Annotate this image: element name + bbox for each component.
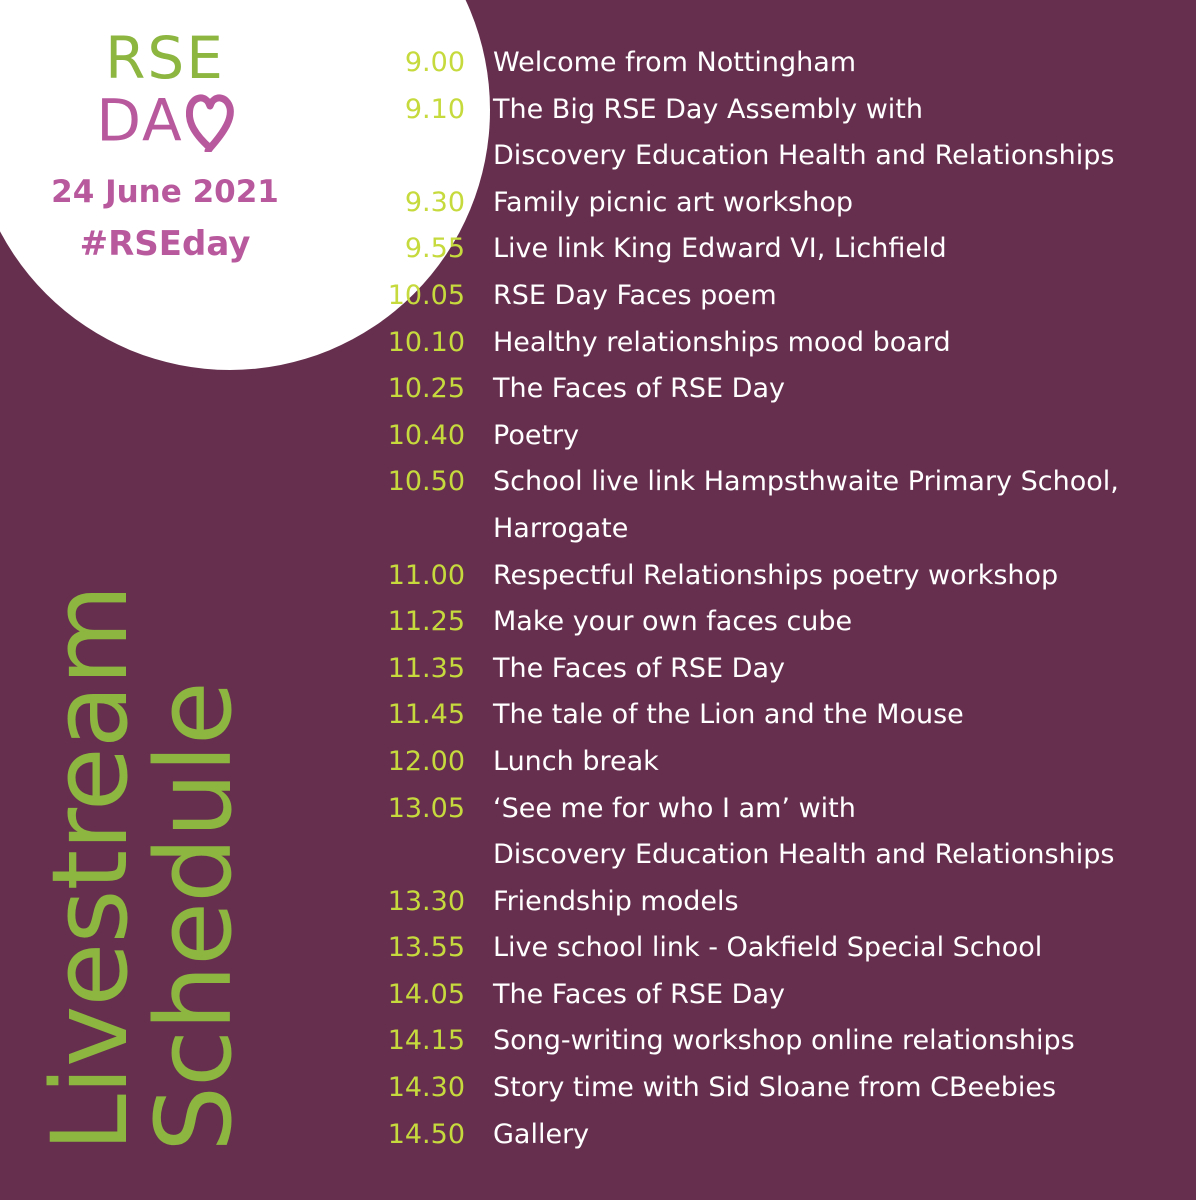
schedule-time: 9.10: [404, 93, 465, 125]
schedule-row: [360, 87, 1180, 180]
schedule-title: [493, 553, 1058, 600]
heart-icon: [186, 90, 234, 152]
schedule-row: [360, 226, 1180, 273]
schedule-time: 14.50: [387, 1118, 465, 1150]
schedule-time: 11.00: [387, 559, 465, 591]
logo-day-row: [0, 86, 330, 155]
schedule-title: [493, 1018, 1075, 1065]
schedule-time: 10.10: [387, 326, 465, 358]
schedule-title: [493, 925, 1042, 972]
schedule-title: [493, 692, 964, 739]
schedule-row: [360, 413, 1180, 460]
schedule-row: [360, 879, 1180, 926]
schedule-row: [360, 459, 1180, 552]
schedule-title: [493, 180, 853, 227]
schedule-title-line: Make your own faces cube: [493, 606, 853, 638]
livestream-schedule-title: [29, 532, 255, 1152]
schedule-title: [493, 739, 659, 786]
schedule-row: [360, 925, 1180, 972]
schedule-title-line: Discovery Education Health and Relationships: [493, 140, 1115, 172]
schedule-title-line: Welcome from Nottingham: [493, 47, 857, 78]
schedule-time: 9.30: [404, 186, 465, 218]
logo-rse-text: RSE: [105, 24, 225, 92]
schedule-title: [493, 413, 579, 460]
schedule-title: [493, 40, 856, 87]
schedule-row: [360, 1112, 1180, 1159]
schedule-time: 14.15: [387, 1025, 465, 1057]
schedule-title-line: Discovery Education Health and Relationships: [493, 839, 1115, 871]
schedule-row: [360, 1065, 1180, 1112]
schedule-time: 10.40: [387, 419, 465, 451]
schedule-row: [360, 180, 1180, 227]
schedule-title-line: School live link Hampsthwaite Primary School,: [493, 466, 1119, 498]
schedule-time: 13.55: [387, 932, 465, 964]
schedule-time: 11.45: [387, 699, 465, 731]
schedule-time: 9.55: [404, 233, 465, 265]
schedule-title-line: Poetry: [493, 419, 580, 451]
schedule-title-line: The Big RSE Day Assembly with: [493, 93, 923, 125]
schedule-title: [493, 320, 951, 367]
schedule-title: [493, 1065, 1056, 1112]
schedule-title-line: Harrogate: [493, 512, 629, 544]
schedule-title-line: Lunch break: [493, 745, 659, 777]
schedule-time: 13.05: [387, 792, 465, 824]
schedule-time: 13.30: [387, 885, 465, 917]
schedule-time: 11.25: [387, 606, 465, 638]
schedule-title: [493, 599, 852, 646]
schedule-row: [360, 1018, 1180, 1065]
schedule-title-line: Gallery: [493, 1118, 590, 1150]
schedule-row: [360, 786, 1180, 879]
schedule-row: [360, 739, 1180, 786]
schedule-title: [493, 226, 947, 273]
schedule-title: [493, 646, 785, 693]
schedule-time: 12.00: [387, 745, 465, 777]
schedule-time: 11.35: [387, 652, 465, 684]
schedule-title: [493, 459, 1119, 552]
schedule-title-line: Respectful Relationships poetry workshop: [493, 559, 1059, 591]
schedule-row: [360, 366, 1180, 413]
schedule-title-line: The tale of the Lion and the Mouse: [493, 699, 964, 731]
logo-day-text: DA: [96, 86, 184, 155]
schedule-title-line: The Faces of RSE Day: [493, 652, 785, 684]
hashtag: #RSEday: [79, 224, 251, 264]
title-line-schedule: Schedule: [133, 682, 255, 1152]
schedule-title-line: The Faces of RSE Day: [493, 978, 785, 1010]
schedule-row: [360, 692, 1180, 739]
schedule-title-line: Song-writing workshop online relationships: [493, 1025, 1075, 1057]
schedule-time: 10.50: [387, 466, 465, 498]
schedule-title-line: Live link King Edward VI, Lichfield: [493, 233, 947, 265]
schedule-time: 10.05: [387, 279, 465, 311]
schedule-row: [360, 553, 1180, 600]
schedule-title-line: ‘See me for who I am’ with: [493, 792, 856, 824]
schedule-title-line: Friendship models: [493, 885, 739, 917]
schedule-row: [360, 972, 1180, 1019]
schedule-title-line: Family picnic art workshop: [493, 186, 853, 218]
schedule-time: 14.30: [387, 1072, 465, 1104]
schedule-title: [493, 1112, 589, 1159]
schedule-title: [493, 273, 777, 320]
schedule-time: 10.25: [387, 373, 465, 405]
schedule-row: [360, 599, 1180, 646]
event-date: 24 June 2021: [51, 174, 279, 210]
title-line-livestream: Livestream: [29, 585, 151, 1152]
schedule-row: [360, 40, 1180, 87]
schedule-list: [360, 40, 1180, 1158]
schedule-title-line: Story time with Sid Sloane from CBeebies: [493, 1072, 1057, 1104]
schedule-title: [493, 786, 1114, 879]
schedule-title-line: Healthy relationships mood board: [493, 326, 951, 358]
schedule-row: [360, 273, 1180, 320]
schedule-title-line: Live school link - Oakfield Special School: [493, 932, 1043, 964]
schedule-title-line: RSE Day Faces poem: [493, 279, 777, 311]
schedule-row: [360, 320, 1180, 367]
schedule-title: [493, 879, 739, 926]
schedule-title: [493, 972, 785, 1019]
schedule-title-line: The Faces of RSE Day: [493, 373, 785, 405]
schedule-row: [360, 646, 1180, 693]
schedule-title: [493, 366, 785, 413]
schedule-title: [493, 87, 1114, 180]
schedule-time: 9.00: [404, 47, 465, 78]
rse-day-logo: [0, 24, 330, 264]
schedule-time: 14.05: [387, 978, 465, 1010]
